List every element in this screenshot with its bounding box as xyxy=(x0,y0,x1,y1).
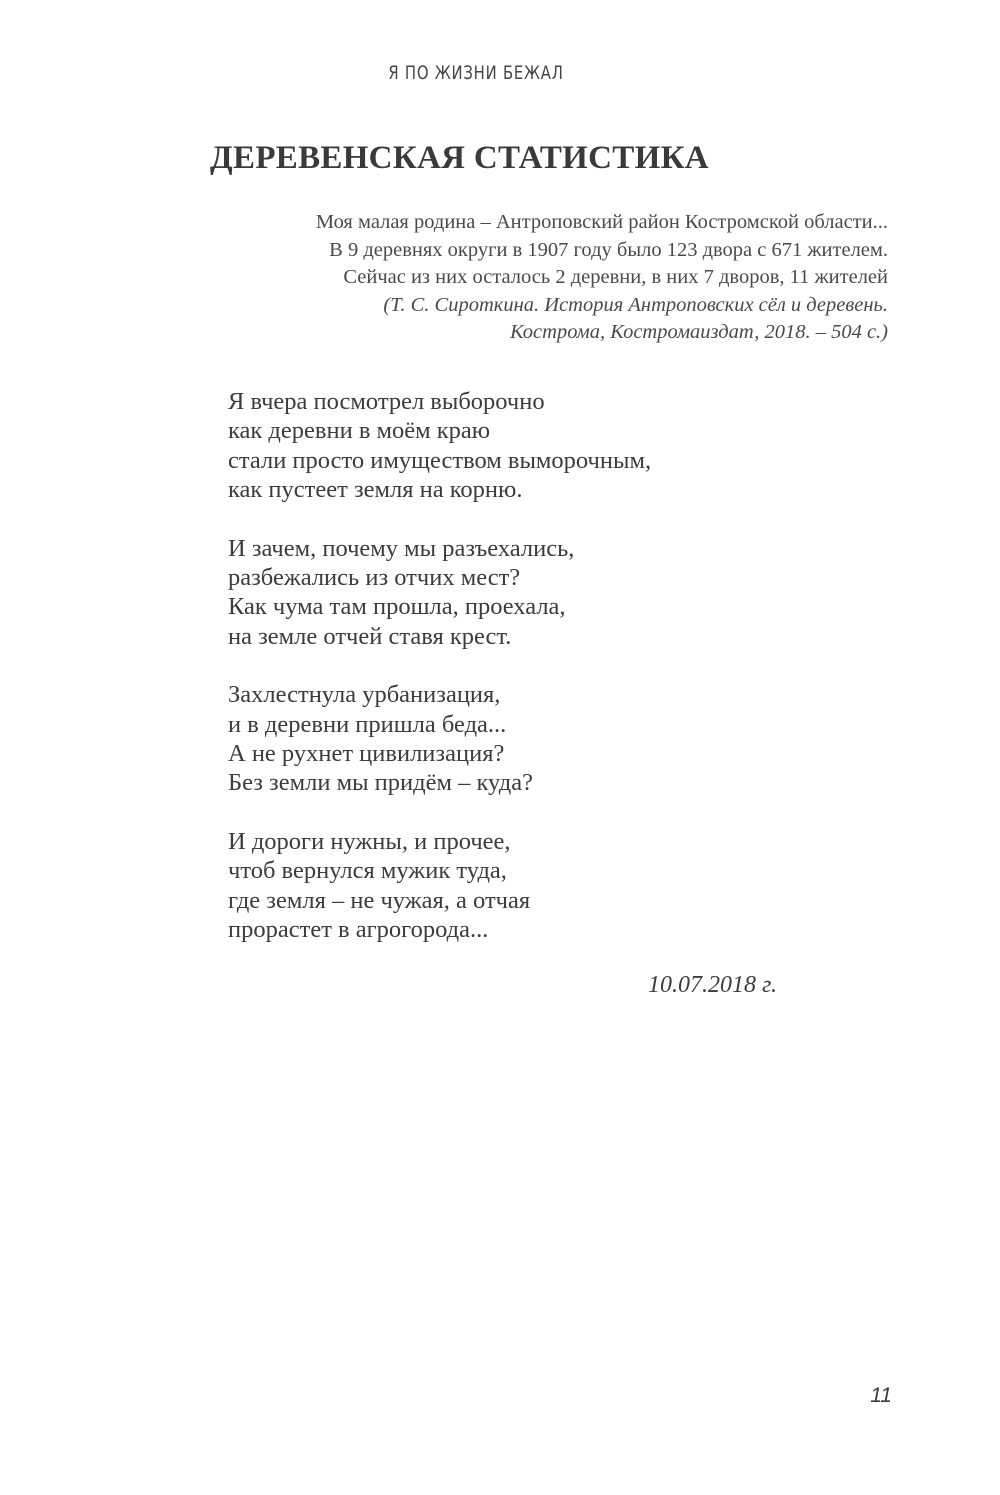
epigraph-line: Моя малая родина – Антроповский район Костромской области... xyxy=(315,211,888,233)
stanza-3 xyxy=(228,680,828,798)
poem-line: Без земли мы придём – куда? xyxy=(228,769,533,797)
poem-date: 10.07.2018 г. xyxy=(647,972,777,998)
epigraph xyxy=(168,209,888,347)
epigraph-citation-line: (Т. С. Сироткина. История Антроповских сёл и деревень. xyxy=(383,293,888,316)
poem-line: на земле отчей ставя крест. xyxy=(228,622,512,650)
poem-line: стали просто имуществом выморочным, xyxy=(228,446,652,474)
poem-line: Захлестнула урбанизация, xyxy=(228,681,501,709)
stanza-4 xyxy=(228,827,828,945)
poem-line: И дороги нужны, и прочее, xyxy=(228,827,511,855)
epigraph-line: В 9 деревнях округи в 1907 году было 123 двора с 671 жителем. xyxy=(329,238,888,261)
epigraph-line: Сейчас из них осталось 2 деревни, в них 7 дворов, 11 жителей xyxy=(343,266,888,289)
epigraph-citation-line: Кострома, Костромаиздат, 2018. – 504 с.) xyxy=(509,321,888,344)
poem-line: чтоб вернулся мужик туда, xyxy=(228,857,507,885)
stanza-1 xyxy=(228,387,828,505)
poem-title: ДЕРЕВЕНСКАЯ СТАТИСТИКА xyxy=(210,140,709,176)
poem-body xyxy=(228,387,828,974)
poem-line: как деревни в моём краю xyxy=(228,417,491,445)
stanza-2 xyxy=(228,534,828,652)
poem-line: где земля – не чужая, а отчая xyxy=(228,886,531,914)
poem-line: И зачем, почему мы разъехались, xyxy=(228,534,575,562)
running-header: Я ПО ЖИЗНИ БЕЖАЛ xyxy=(388,62,564,84)
page-number: 11 xyxy=(870,1384,892,1407)
poem-line: как пустеет земля на корню. xyxy=(228,476,523,504)
poem-line: и в деревни пришла беда... xyxy=(228,710,507,738)
poem-line: А не рухнет цивилизация? xyxy=(228,740,505,768)
poem-line: прорастет в агрогорода... xyxy=(228,916,489,944)
poem-line: Как чума там прошла, проехала, xyxy=(228,593,566,621)
poem-line: разбежались из отчих мест? xyxy=(228,564,521,592)
poem-line: Я вчера посмотрел выборочно xyxy=(228,388,545,415)
